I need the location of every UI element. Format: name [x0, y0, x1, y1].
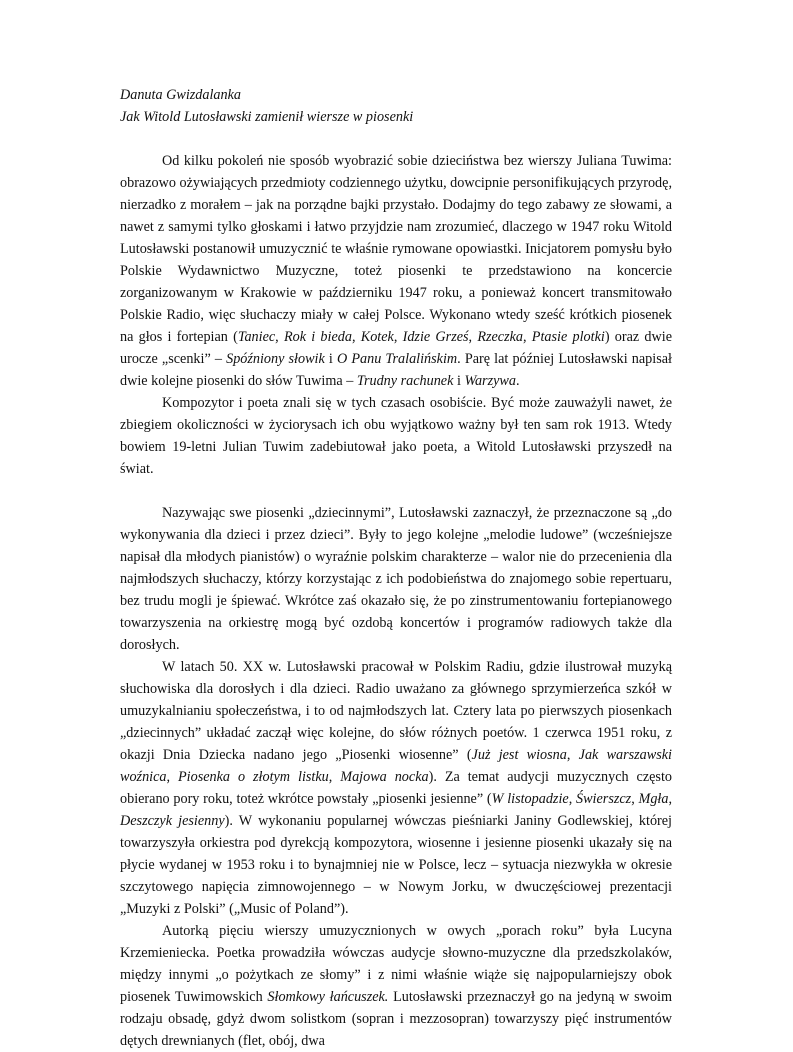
text-run: , — [166, 769, 179, 785]
text-run: , — [631, 791, 639, 807]
italic-title-run: Ptasie plotki — [531, 329, 605, 345]
italic-title-run: Rok i bieda — [283, 329, 352, 345]
text-run: , — [566, 747, 579, 763]
article-title: Jak Witold Lutosławski zamienił wiersze w piosenki — [120, 109, 414, 125]
document-page — [120, 84, 672, 1052]
italic-title-run: O Panu Tralalińskim — [336, 351, 458, 367]
text-run: Lutosławski przeznaczył go na jedyną w swoim rodzaju obsadę, gdyż dwom solistkom (sopran i mezzosopran) towarzyszy pięć instrumentów dętych drewnianych (flet, obój, dwa — [120, 989, 672, 1049]
text-run: , — [468, 329, 478, 345]
text-run: ). Za temat audycji muzycznych często obierano pory roku, toteż wkrótce powstały „piosenki jesienne” ( — [120, 769, 672, 807]
author-name: Danuta Gwizdalanka — [120, 87, 241, 103]
italic-title-run: Słomkowy łańcuszek. — [267, 989, 389, 1005]
text-run: Autorką pięciu wierszy umuzycznionych w owych „porach roku” była Lucyna Krzemieniecka. Poetka prowadziła wówczas audycje słowno-muzyczne dla przedszkolaków, między innymi „o pożytkach ze słomy” i z nimi właśnie wiąże się najpopularniejszy obok piosenek Tuwimowskich — [120, 923, 672, 1005]
italic-title-run: Jak warszawski woźnica — [120, 747, 673, 785]
italic-title-run: Piosenka o złotym listku — [178, 769, 329, 785]
italic-title-run: W listopadzie — [491, 791, 569, 807]
italic-title-run: Trudny rachunek — [356, 373, 454, 389]
text-run: , — [568, 791, 576, 807]
italic-title-run: Świerszcz — [576, 791, 632, 807]
italic-title-run: Kotek — [360, 329, 394, 345]
italic-title-run: Rzeczka — [477, 329, 524, 345]
spacer — [120, 128, 672, 150]
text-run: ). W wykonaniu popularnej wówczas pieśniarki Janiny Godlewskiej, której towarzyszyła orkiestra pod dyrekcją kompozytora, wiosenne i jesienne piosenki ukazały się na płycie wydanej w 1953 roku i to bynajmniej nie w Polsce, lecz – sytuacja niezwykła w okresie szczytowego napięcia zimnowojennego – w Nowym Jorku, w dwuczęściowej prezentacji „Muzyki z Polski” („Music of Poland”). — [120, 813, 672, 917]
text-run: , — [668, 791, 672, 807]
italic-title-run: Spóźniony słowik — [226, 351, 325, 367]
italic-title-run: Już jest wiosna — [471, 747, 567, 763]
italic-title-run: Deszczyk jesienny — [120, 813, 225, 829]
paragraph-5 — [120, 920, 672, 1052]
text-run: W latach 50. XX w. Lutosławski pracował w Polskim Radiu, gdzie ilustrował muzyką słuchowiska dla dorosłych i dla dzieci. Radio uważano za głównego sprzymierzeńca szkół w umuzykalnianiu społeczeństwa, i to od najmłodszych lat. Cztery lata po pierwszych piosenkach „dziecinnych” układać zaczął więc kolejne, do słów różnych poetów. 1 czerwca 1951 roku, z okazji Dnia Dziecka nadano jego „Piosenki wiosenne” ( — [120, 659, 672, 763]
italic-title-run: Warzywa — [464, 373, 516, 389]
text-run: . — [515, 373, 520, 389]
text-run: ) oraz dwie urocze „scenki” – — [120, 329, 672, 367]
text-run: i — [453, 373, 465, 389]
text-run: Nazywając swe piosenki „dziecinnymi”, Lutosławski zaznaczył, że przeznaczone są „do wykonywania dla dzieci i przez dzieci”. Były to jego kolejne „melodie ludowe” (wcześniejsze napisał dla młodych pianistów) o wyraźnie polskim charakterze – walor nie do przecenienia dla najmłodszych słuchaczy, którzy korzystając z ich podobieństwa do znajomego sobie repertuaru, bez trudu mogli je śpiewać. Wkrótce zaś okazało się, że po zinstrumentowaniu fortepianowego towarzyszenia na orkiestrę mogą być ozdobą koncertów i programów radiowych także dla dorosłych. — [120, 505, 672, 653]
text-run: , — [393, 329, 403, 345]
italic-title-run: Taniec — [237, 329, 276, 345]
italic-title-run: Majowa nocka — [340, 769, 429, 785]
text-run: , — [275, 329, 284, 345]
text-run: Kompozytor i poeta znali się w tych czasach osobiście. Być może zauważyli nawet, że zbiegiem okoliczności w życiorysach ich obu wyjątkowo ważny był ten sam rok 1913. Wtedy bowiem 19-letni Julian Tuwim zadebiutował jako poeta, a Witold Lutosławski przyszedł na świat. — [120, 395, 672, 477]
paragraph-1 — [120, 150, 672, 392]
text-run: . Parę lat później Lutosławski napisał dwie kolejne piosenki do słów Tuwima – — [120, 351, 672, 389]
paragraph-2 — [120, 392, 672, 480]
text-run: , — [523, 329, 532, 345]
text-run: Od kilku pokoleń nie sposób wyobrazić sobie dzieciństwa bez wierszy Juliana Tuwima: obrazowo ożywiających przedmioty codziennego użytku, dowcipnie personifikujących przyrodę, nierzadko z morałem – jak na porządne bajki przystało. Dodajmy do tego zabawy ze słowami, a nawet z samymi tylko głoskami i łatwo przyjdzie nam zrozumieć, dlaczego w 1947 roku Witold Lutosławski postanowił umuzycznić te właśnie rymowane opowiastki. Inicjatorem pomysłu było Polskie Wydawnictwo Muzyczne, toteż piosenki te przedstawiono na koncercie zorganizowanym w Krakowie w październiku 1947 roku, a ponieważ koncert transmitowało Polskie Radio, więc słuchaczy miały w całej Polsce. Wykonano wtedy sześć krótkich piosenek na głos i fortepian ( — [120, 153, 672, 345]
paragraph-4 — [120, 656, 672, 920]
paragraph-3 — [120, 502, 672, 656]
text-run: , — [328, 769, 341, 785]
text-run: i — [324, 351, 337, 367]
italic-title-run: Mgła — [638, 791, 669, 807]
text-run: , — [351, 329, 361, 345]
italic-title-run: Idzie Grześ — [402, 329, 469, 345]
